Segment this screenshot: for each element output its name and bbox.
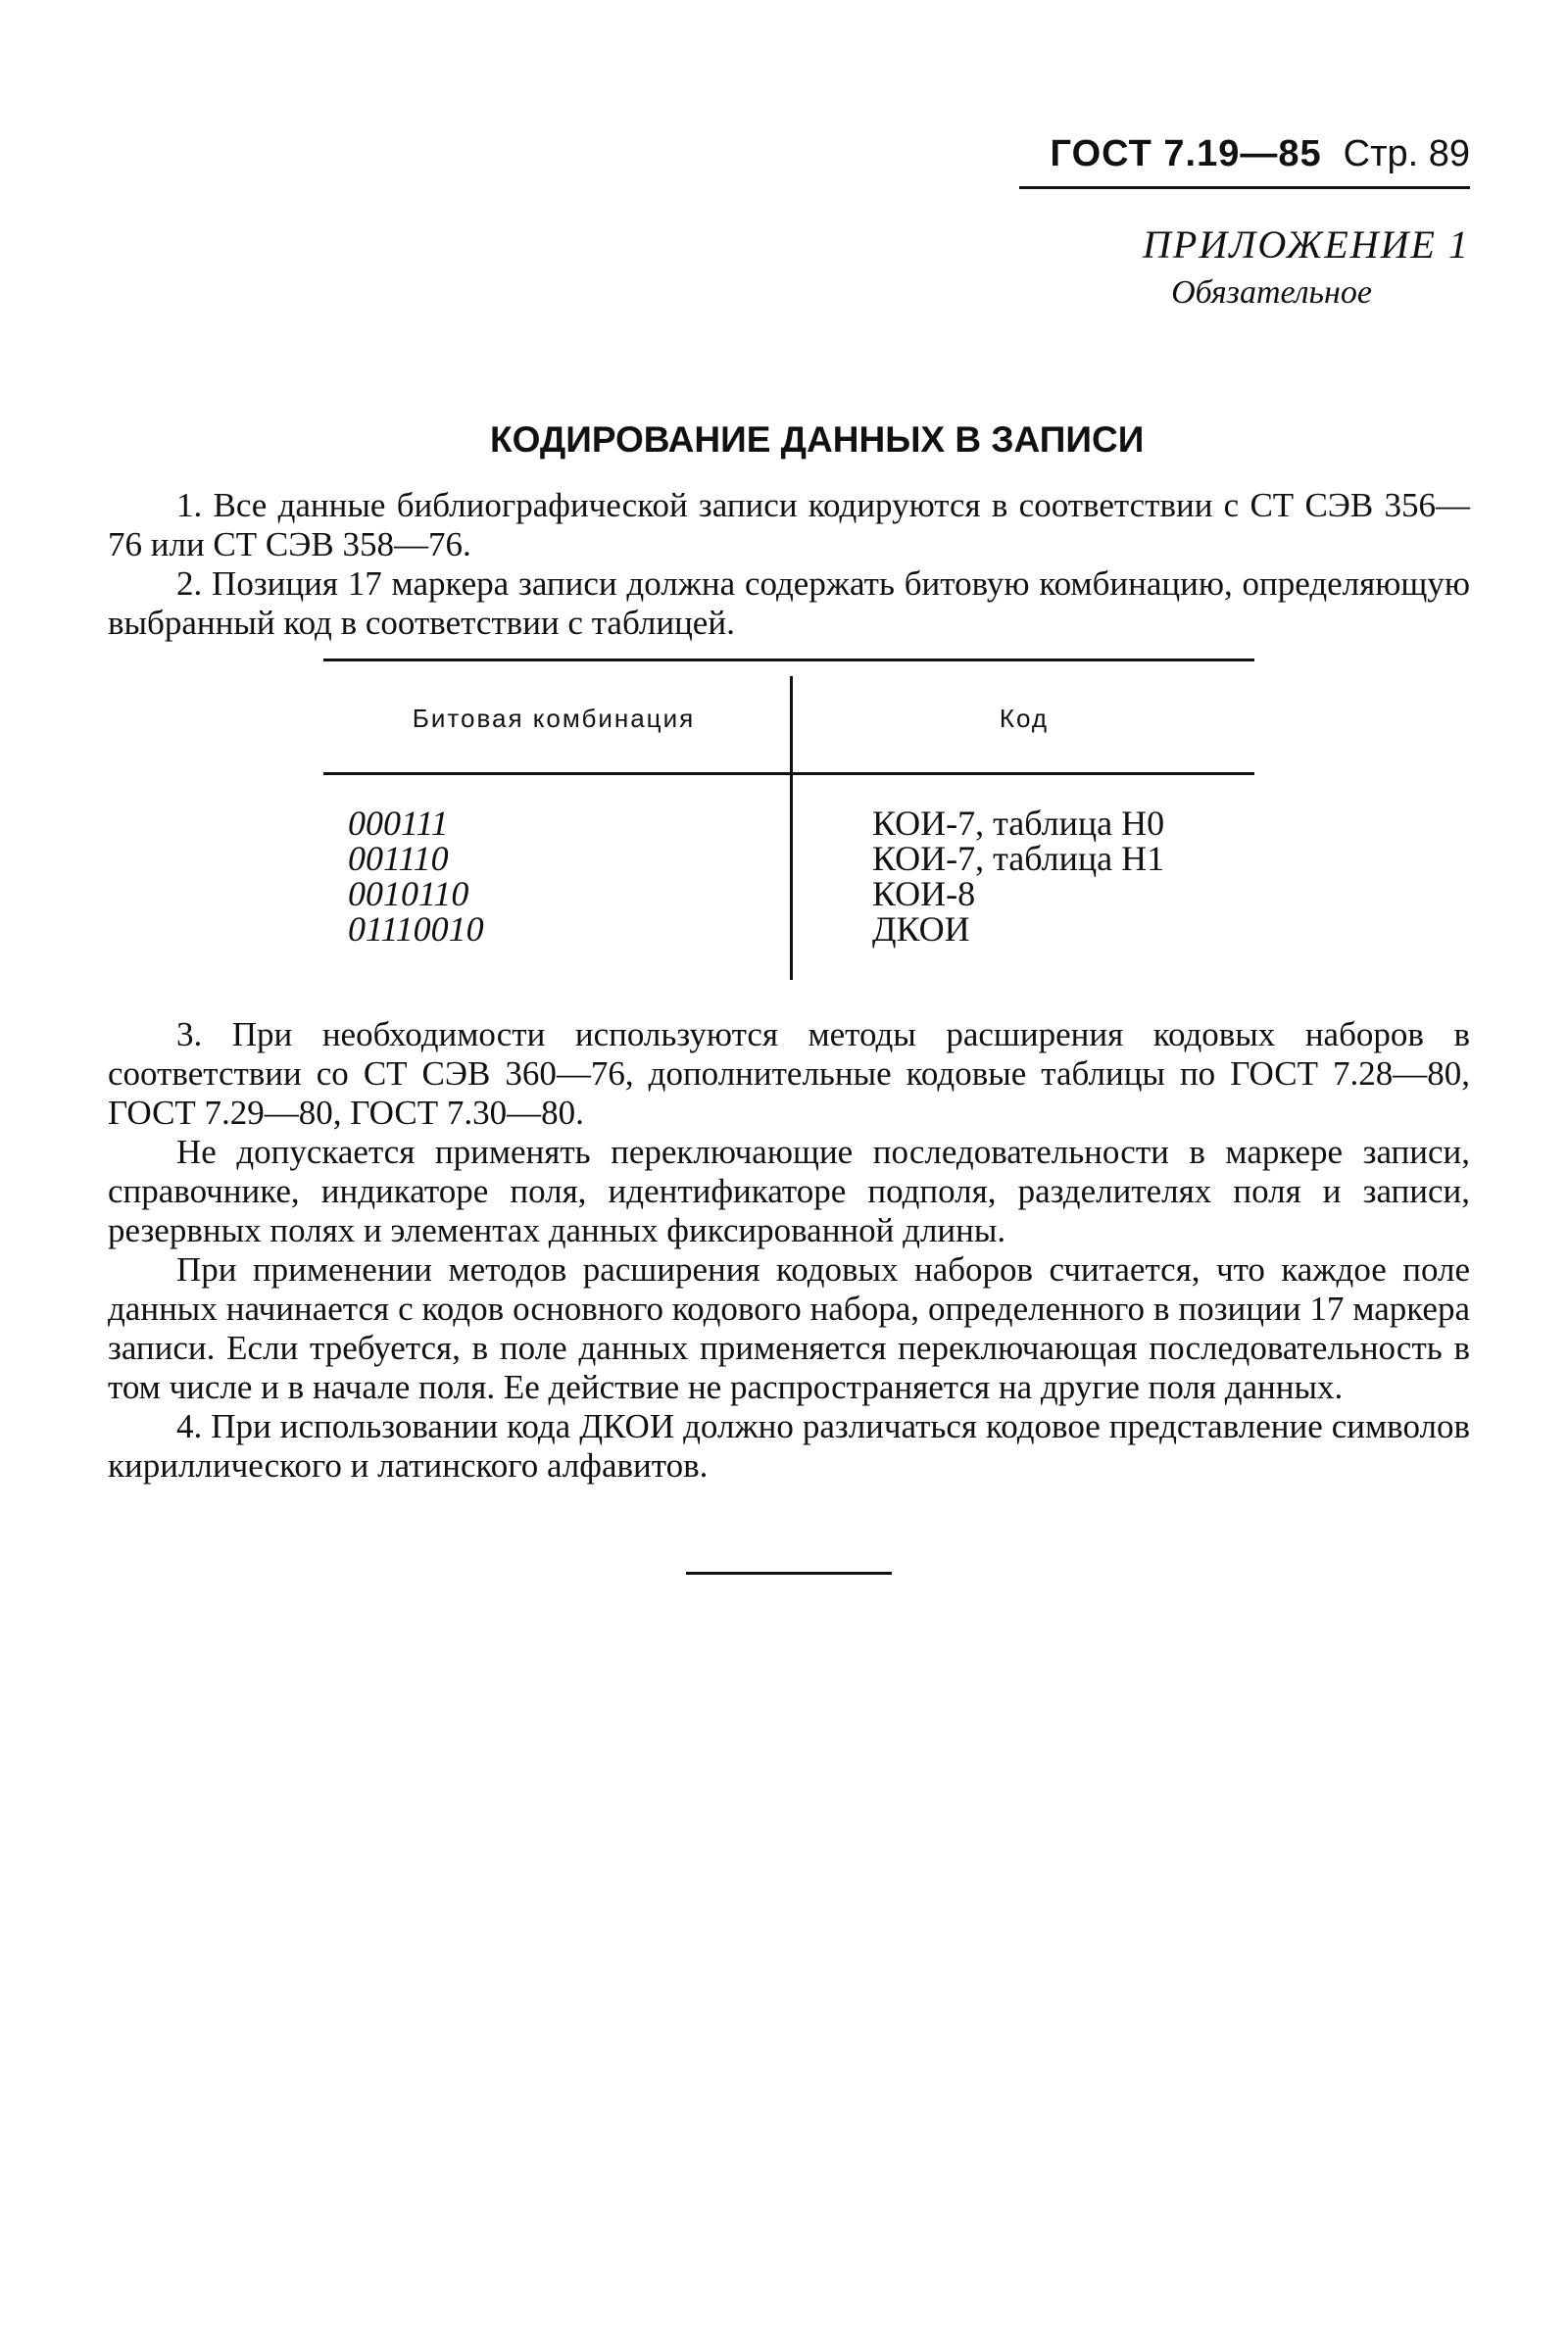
standard-number: ГОСТ 7.19—85 [1050,133,1322,174]
table-top-rule [323,659,1254,661]
bit-row: 0010110 [348,874,469,913]
code-row: КОИ-8 [872,874,976,913]
page-header [980,133,1470,175]
paragraph-1: 1. Все данные библиографической записи кодируются в соответствии с СТ СЭВ 356—76 или СТ СЭВ 358—76. [108,486,1470,563]
table-column-divider [790,676,793,980]
page-number: Стр. 89 [1343,133,1470,174]
table-header-bits: Битовая комбинация [412,704,696,733]
paragraph-4: 4. При использовании кода ДКОИ должно различаться кодовое представление символов кириллического и латинского алфавитов. [108,1407,1470,1485]
appendix-subtitle: Обязательное [1171,274,1372,311]
header-rule [1019,186,1470,189]
code-list [872,805,1382,947]
code-row: КОИ-7, таблица Н1 [872,839,1165,878]
bit-row: 000111 [348,804,449,843]
intro-text [108,486,1470,643]
table-header-rule [323,772,1254,775]
body-text [108,1015,1470,1486]
paragraph-switching: Не допускается применять переключающие последовательности в маркере записи, справочнике, индикаторе поля, идентификаторе подполя, разделителях поля и записи, резервных полях и элементах данных фиксированной длины. [108,1133,1470,1249]
code-row: ДКОИ [872,909,970,949]
bit-row: 001110 [348,839,449,878]
paragraph-3: 3. При необходимости используются методы расширения кодовых наборов в соответствии со СТ СЭВ 360—76, дополнительные кодовые таблицы по ГОСТ 7.28—80, ГОСТ 7.29—80, ГОСТ 7.30—80. [108,1015,1470,1132]
paragraph-extension: При применении методов расширения кодовых наборов считается, что каждое поле данных начинается с кодов основного кодового набора, определенного в позиции 17 маркера записи. Если требуется, в поле данных применяется переключающая последовательность в том числе и в начале поля. Ее действие не распространяется на другие поля данных. [108,1250,1470,1406]
end-rule [686,1572,892,1575]
section-title: КОДИРОВАНИЕ ДАННЫХ В ЗАПИСИ [490,419,1145,460]
appendix-title: ПРИЛОЖЕНИЕ 1 [1143,222,1470,267]
paragraph-2: 2. Позиция 17 маркера записи должна содержать битовую комбинацию, определяющую выбранный код в соответствии с таблицей. [108,564,1470,642]
code-row: КОИ-7, таблица Н0 [872,804,1165,843]
table-header-code: Код [999,704,1050,733]
bit-combinations [348,805,603,947]
bit-row: 01110010 [348,909,484,949]
